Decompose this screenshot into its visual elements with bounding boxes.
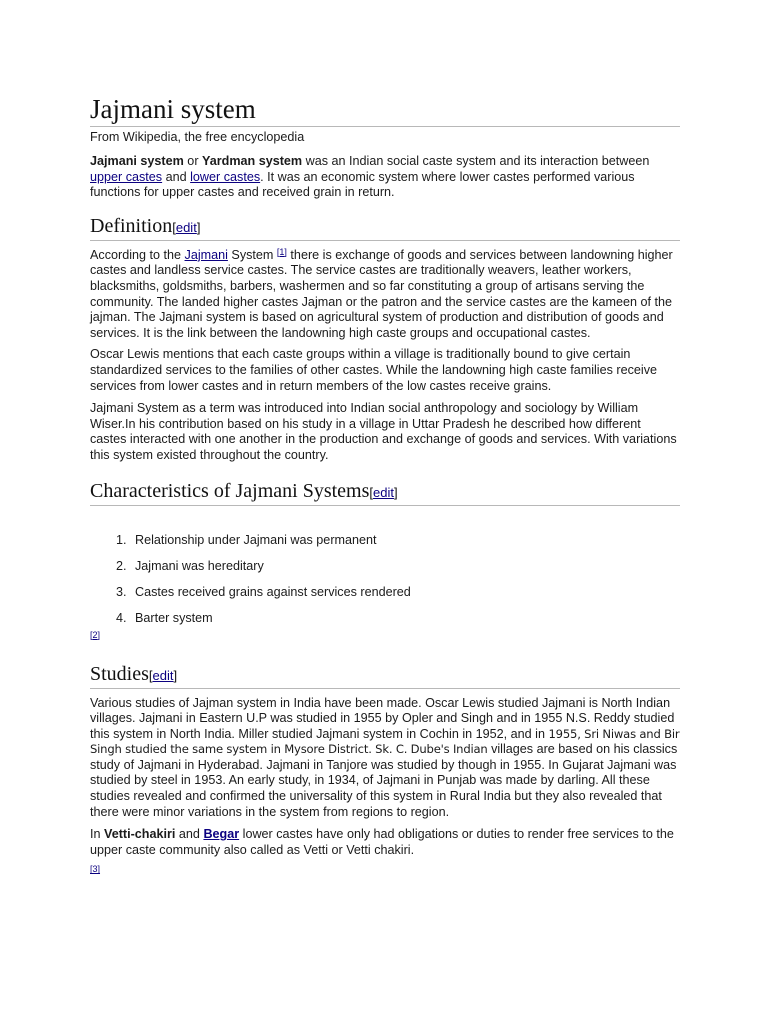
intro-text-3: and xyxy=(162,169,191,184)
begar-link[interactable]: Begar xyxy=(203,827,240,842)
intro-text-1: or xyxy=(183,154,203,168)
studies-edit-link[interactable]: edit xyxy=(152,667,174,683)
jajmani-link[interactable]: Jajmani xyxy=(184,247,228,262)
characteristics-reference xyxy=(90,630,680,640)
definition-edit-link[interactable]: edit xyxy=(175,219,197,235)
intro-bold-term: Jajmani system xyxy=(90,154,184,168)
list-item: 1. Relationship under Jajmani was permanent xyxy=(116,532,377,547)
studies-paragraph-1: Various studies of Jajman system in India have been made. Oscar Lewis studied Jajmani is North Indian villages. Jajmani in Eastern U.P was studied in 1955 by Opler and Singh and in 1955 N.S. Reddy studied this system in North India. Miller studied Jajmani system in Cochin in 1952, and in 1955, Sri Niwas and Bir Singh studied the same system in Mysore District. Sk. C. Dube's Indian villages are based on his classics study of Jajmani in Hyderabad. Jajmani in Tanjore was studied by though in 1955. In Gujarat Jajmani was studied by steel in 1953. An early study, in 1934, of Jajmani in Punjab was made by darling. All these studies revealed and confirmed the universality of this system in Rural India but they also revealed that there were minor variations in the system from regions to region. xyxy=(90,695,680,819)
reference-3-link[interactable]: [3] xyxy=(90,864,101,875)
reference-2-link[interactable]: [2] xyxy=(90,629,101,640)
studies-heading-text: Studies xyxy=(90,662,149,685)
studies-reference xyxy=(90,864,680,874)
characteristics-heading-text: Characteristics of Jajmani Systems xyxy=(90,479,370,502)
definition-paragraph-1: According to the Jajmani System [1] there is exchange of goods and services between landowning higher castes and landless service castes. The service castes are traditionally weavers, leather workers, blacksmiths, goldsmiths, barbers, washermen and so far constituting a group of artisans serving the community. The landed higher castes Jajman or the patron and the service castes are the kameen of the jajman. The Jajmani system is based on agricultural system of production and distribution of goods and services. It is the link between the landowning high caste groups and occupational castes. xyxy=(90,246,673,340)
article-content xyxy=(90,92,680,874)
vetti-chakiri-term: Vetti-chakiri xyxy=(104,827,176,842)
intro-text-2: was an Indian social caste system and its interaction between xyxy=(302,154,650,168)
definition-heading-text: Definition xyxy=(90,214,173,237)
definition-edit: [edit] xyxy=(172,219,201,235)
list-item: 2. Jajmani was hereditary xyxy=(116,558,264,573)
reference-1-link[interactable]: [1] xyxy=(276,246,287,257)
upper-castes-link[interactable]: upper castes xyxy=(90,169,163,184)
characteristics-heading xyxy=(90,479,680,506)
page-subtitle: From Wikipedia, the free encyclopedia xyxy=(90,130,305,144)
characteristics-edit-link[interactable]: edit xyxy=(373,484,394,500)
studies-edit: [edit] xyxy=(148,667,178,683)
intro-text-4: . It was an economic system where lower castes performed various functions for upper castes and received grain in return. xyxy=(90,169,635,200)
intro-bold-alt-term: Yardman system xyxy=(202,154,303,168)
list-item: 4. Barter system xyxy=(116,610,213,625)
intro-paragraph xyxy=(90,154,680,201)
characteristics-list xyxy=(90,533,680,626)
studies-paragraph-2: In Vetti-chakiri and Begar lower castes have only had obligations or duties to render free services to the upper caste community also called as Vetti or Vetti chakiri. xyxy=(90,827,674,857)
page-title: Jajmani system xyxy=(90,92,680,127)
list-item: 3. Castes received grains against services rendered xyxy=(116,584,411,599)
characteristics-edit: [edit] xyxy=(369,484,398,500)
definition-heading xyxy=(90,214,680,241)
definition-paragraph-2: Oscar Lewis mentions that each caste groups within a village is traditionally bound to give certain standardized services to the families of other castes. While the landowning high caste families receive services from lower castes and in return members of the low castes receive grains. xyxy=(90,347,658,393)
studies-heading xyxy=(90,662,680,689)
definition-paragraph-3: Jajmani System as a term was introduced into Indian social anthropology and sociology by William Wiser.In his contribution based on his study in a village in Uttar Pradesh he described how different castes interacted with one another in the production and exchange of goods and services. With variations this system existed throughout the country. xyxy=(90,401,677,462)
lower-castes-link[interactable]: lower castes xyxy=(190,169,261,184)
